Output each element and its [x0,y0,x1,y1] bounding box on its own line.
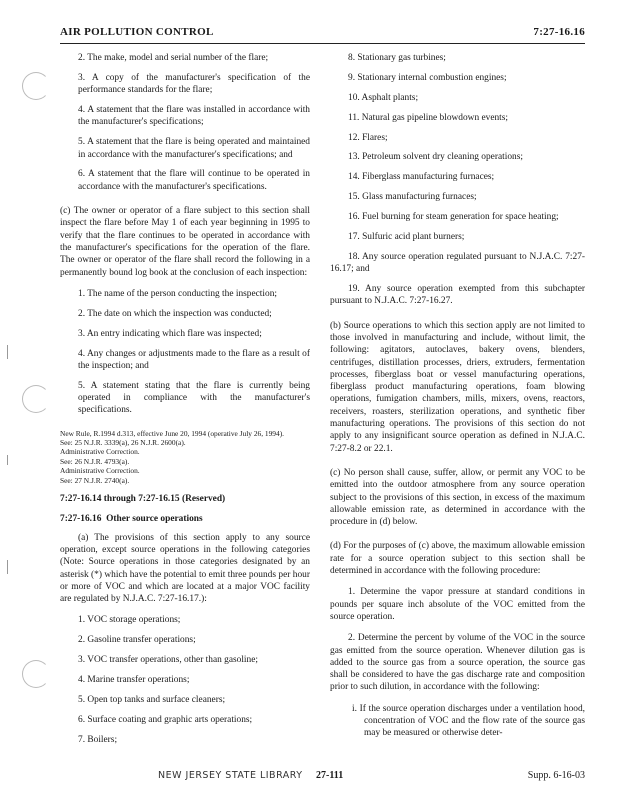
paragraph-c: (c) The owner or operator of a flare subject to this section shall inspect the flare before May 1 of each year beginning in 1995 to verify that the flare continues to be operated in accordance with the manufacturer's specifications for the operation of the flare. The owner or operator of the flare shall record the following in a permanently bound log book at the conclusion of each inspection: [60,206,310,278]
list-item: 1. VOC storage operations; [78,615,181,626]
binder-hole-mark [22,72,50,100]
margin-mark [7,345,8,359]
list-item: 19. Any source operation exempted from this subchapter pursuant to N.J.A.C. 7:27-16.27. [330,284,585,307]
supplement-date: Supp. 6-16-03 [527,770,585,781]
history-line: See: 25 N.J.R. 3339(a), 26 N.J.R. 2600(a). [60,437,186,447]
paragraph-c: (c) No person shall cause, suffer, allow, or permit any VOC to be emitted into the outdoor atmosphere from any source operation subject to the provisions of this section, in excess of the maximum allowable emission rate, as determined in accordance with the procedure in (d) below. [330,467,585,528]
margin-mark [7,560,8,574]
section-number: 7:27-16.16 [533,26,585,38]
list-item: 11. Natural gas pipeline blowdown events; [348,112,509,123]
list-item: 5. Open top tanks and surface cleaners; [78,694,226,705]
list-item: 14. Fiberglass manufacturing furnaces; [348,172,495,183]
binder-hole-mark [22,660,50,688]
history-line: Administrative Correction. [60,466,140,476]
header-rule [60,43,585,44]
list-item: 4. Any changes or adjustments made to the flare as a result of the inspection; and [78,348,310,371]
list-item: 7. Boilers; [78,734,118,745]
paragraph-b: (b) Source operations to which this section apply are not limited to those involved in manufacturing and include, without limit, the following: agitators, autoclaves, bakery ovens, blenders, centrifuges, distillation processes, driers, extruders, fermentation processes, fiberglass boat or vessel manufacturing operations, fiberglass product manufacturing operations, foam blowing operations, fumigation chambers, mills, mixers, ovens, reactors, receivers, roasters, sterilization operations, and synthetic fiber manufacturing operations. The provisions of this section do not apply to any insignificant source operation as defined in N.J.A.C. 7:27-8.2 or 22.1. [330,320,585,454]
section-heading-title: Other source operations [106,514,203,525]
margin-mark [7,455,8,465]
paragraph-d: (d) For the purposes of (c) above, the maximum allowable emission rate for a source operation subject to this section shall be determined in accordance with the following procedure: [330,541,585,577]
list-item: 3. VOC transfer operations, other than gasoline; [78,655,258,666]
section-heading-number: 7:27-16.16 [60,514,102,525]
history-line: New Rule, R.1994 d.313, effective June 20, 1994 (operative July 26, 1994). [60,428,285,438]
list-item: 2. Gasoline transfer operations; [78,635,196,646]
sub-item: i. If the source operation discharges under a ventilation hood, concentration of VOC and the flow rate of the source gas may be measured or otherwise deter- [352,703,585,739]
reserved-heading: 7:27-16.14 through 7:27-16.15 (Reserved) [60,494,226,505]
history-line: See: 27 N.J.R. 2740(a). [60,475,130,485]
list-item: 5. A statement stating that the flare is currently being operated in compliance with the manufacturer's specifications. [78,380,310,416]
library-stamp: NEW JERSEY STATE LIBRARY [158,770,303,781]
section-heading [60,513,310,525]
list-item: 4. A statement that the flare was installed in accordance with the manufacturer's specifications; [78,105,310,128]
history-notes [60,429,310,485]
list-item: 2. The make, model and serial number of the flare; [78,53,269,63]
running-header [60,26,585,44]
list-item: 3. A copy of the manufacturer's specification of the performance standards for the flare; [78,72,310,96]
history-line: Administrative Correction. [60,447,140,457]
list-item: 1. The name of the person conducting the inspection; [78,288,277,299]
history-line: See: 26 N.J.R. 4793(a). [60,456,130,466]
chapter-title: AIR POLLUTION CONTROL [60,26,214,38]
list-item: 2. The date on which the inspection was conducted; [78,308,272,319]
list-item: 6. Surface coating and graphic arts operations; [78,714,253,725]
list-item: 12. Flares; [348,132,388,143]
step-item: 2. Determine the percent by volume of the VOC in the source gas emitted from the source operation. Whenever dilution gas is added to the source gas from a source operation, the source gas shall be considered to have the gas discharge rate and composition prior to such dilution, in accordance with the following: [330,633,585,693]
list-item: 13. Petroleum solvent dry cleaning operations; [348,152,523,163]
right-column [330,52,585,747]
binder-hole-mark [22,385,50,413]
list-item: 15. Glass manufacturing furnaces; [348,192,477,203]
list-item: 16. Fuel burning for steam generation for space heating; [348,212,559,223]
list-item: 18. Any source operation regulated pursuant to N.J.A.C. 7:27-16.17; and [330,251,585,275]
list-item: 3. An entry indicating which flare was inspected; [78,328,262,339]
list-item: 9. Stationary internal combustion engines; [348,72,507,83]
paragraph-a: (a) The provisions of this section apply to any source operation, except source operations in the following categories (Note: Source operations in those categories designated by an asterisk (*) which have the potential to emit three pounds per hour or more of VOC and which are located at a major VOC facility are regulated by N.J.A.C. 7:27-16.17.): [60,532,310,605]
list-item: 5. A statement that the flare is being operated and maintained in accordance with the manufacturer's specifications; and [78,137,310,160]
list-item: 10. Asphalt plants; [348,92,419,103]
list-item: 8. Stationary gas turbines; [348,53,446,63]
list-item: 6. A statement that the flare will continue to be operated in accordance with the manufacturer's specifications. [78,169,310,192]
list-item: 4. Marine transfer operations; [78,675,190,686]
step-item: 1. Determine the vapor pressure at standard conditions in pounds per square inch absolute of the VOC emitted from the source operation. [330,587,585,622]
list-item: 17. Sulfuric acid plant burners; [348,232,465,243]
left-column [60,52,310,754]
page-number: 27-111 [316,770,344,781]
